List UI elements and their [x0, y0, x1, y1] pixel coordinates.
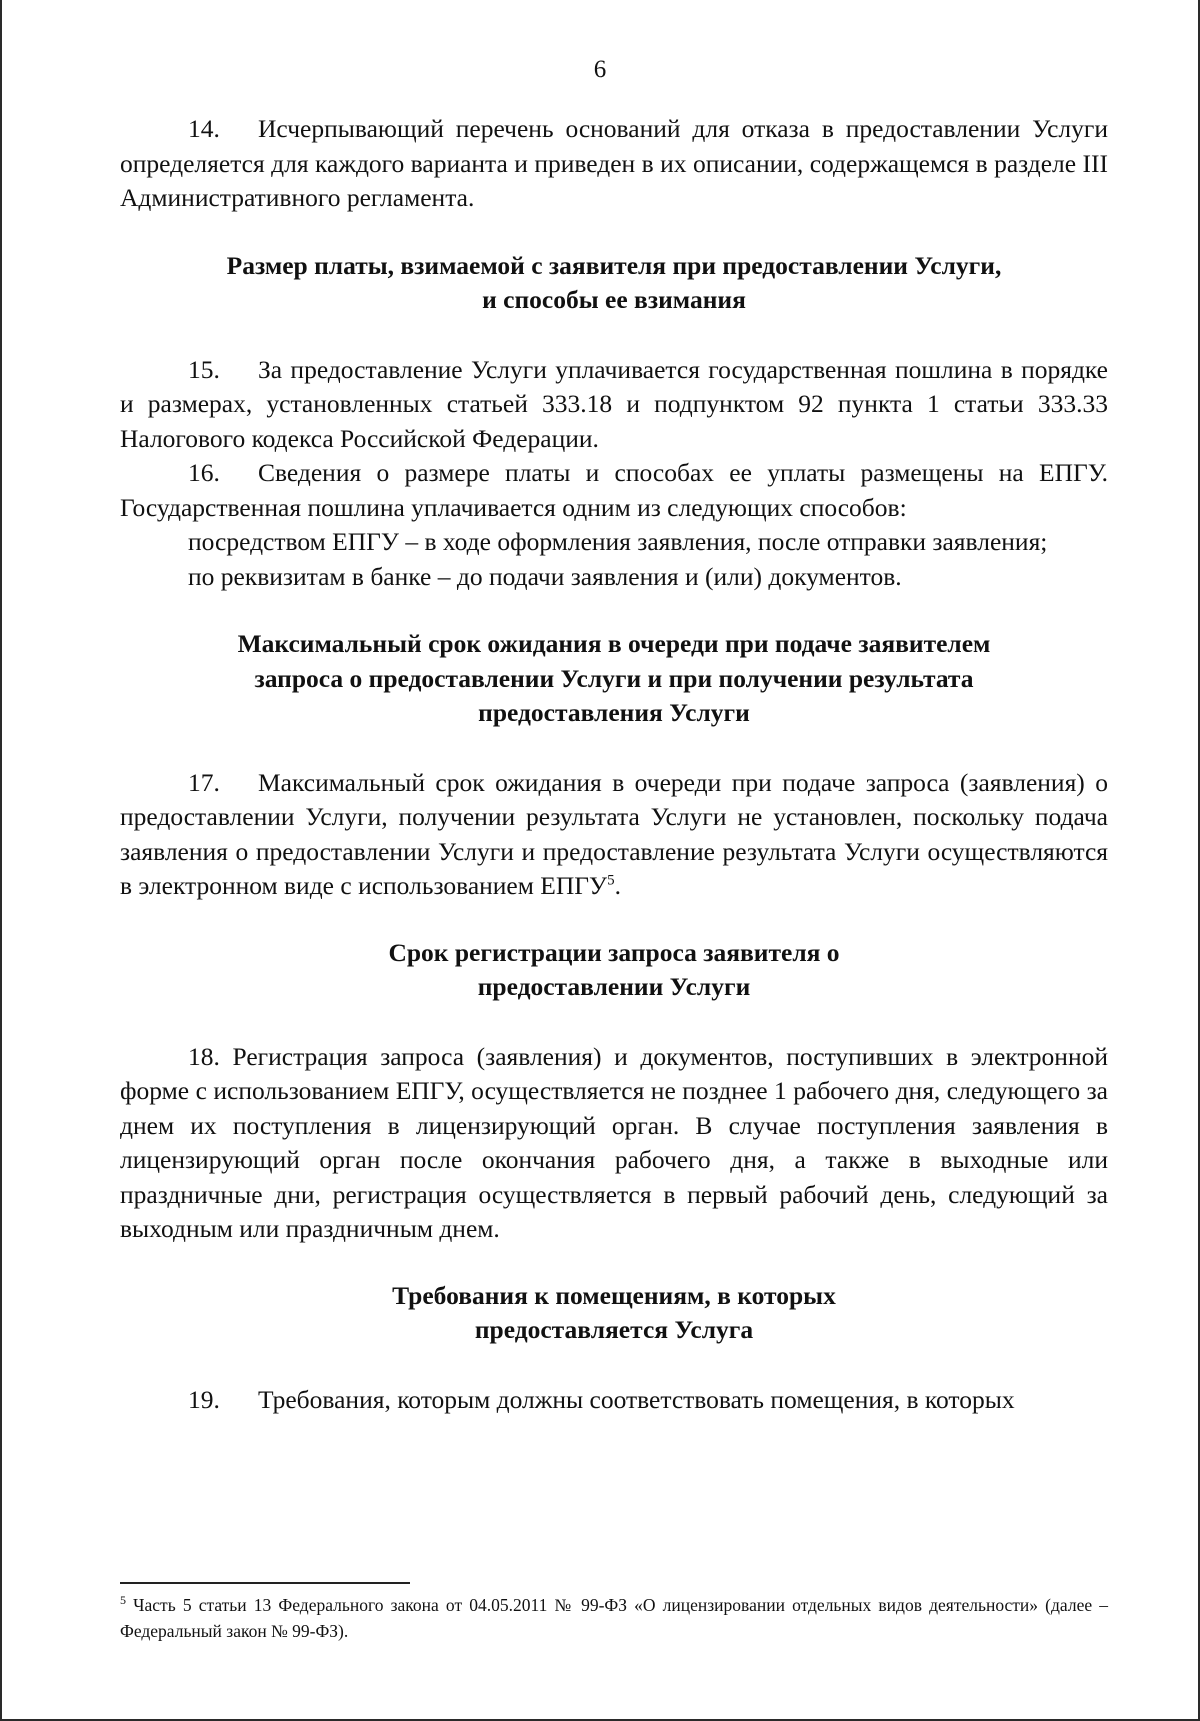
paragraph-16-number: 16. [188, 458, 220, 487]
paragraph-16-item-2: по реквизитам в банке – до подачи заявления и (или) документов. [188, 561, 902, 591]
paragraph-15-number: 15. [188, 354, 220, 384]
paragraph-14 [120, 112, 1108, 216]
paragraph-19-text: Требования, которым должны соответствовать помещения, в которых [258, 1384, 1015, 1414]
section-heading-fee-line-2: и способы ее взимания [482, 285, 746, 314]
paragraph-14-number: 14. [188, 114, 220, 143]
section-heading-registration [120, 936, 1108, 1005]
paragraph-14-text: Исчерпывающий перечень оснований для отказа в предоставлении Услуги определяется для каждого варианта и приведен в их описании, содержащемся в разделе III Административного регламента. [120, 114, 1108, 212]
footnote [120, 1592, 1108, 1644]
section-heading-queue [120, 627, 1108, 731]
section-heading-queue-line-2: запроса о предоставлении Услуги и при получении результата [254, 663, 974, 693]
footnote-divider [120, 1582, 410, 1584]
footnote-text: Часть 5 статьи 13 Федерального закона от 04.05.2011 № 99-ФЗ «О лицензировании отдельных видов деятельности» (далее – Федеральный закон № 99-ФЗ). [120, 1595, 1108, 1641]
paragraph-19 [120, 1383, 1108, 1418]
footnote-reference: 5 [607, 872, 615, 889]
section-heading-queue-line-3: предоставления Услуги [478, 698, 750, 727]
paragraph-19-number: 19. [188, 1384, 220, 1414]
paragraph-18: 18. Регистрация запроса (заявления) и документов, поступивших в электронной форме с использованием ЕПГУ, осуществляется не позднее 1 рабочего дня, следующего за днем их поступления в лицензирующий орган. В случае поступления заявления в лицензирующий орган после окончания рабочего дня, а также в выходные или праздничные дни, регистрация осуществляется в первый рабочий день, следующий за выходным или праздничным днем. [120, 1041, 1108, 1243]
section-heading-premises-line-2: предоставляется Услуга [474, 1315, 754, 1344]
paragraph-15-text: За предоставление Услуги уплачивается государственная пошлина в порядке и размерах, установленных статьей 333.18 и подпунктом 92 пункта 1 статьи 333.33 Налогового кодекса Российской Федерации. [120, 354, 1108, 453]
footnote-mark: 5 [120, 1593, 126, 1608]
section-heading-queue-line-1: Максимальный срок ожидания в очереди при подаче заявителем [237, 629, 991, 658]
page-number: 6 [593, 56, 607, 83]
section-heading-premises-line-1: Требования к помещениям, в которых [392, 1280, 836, 1310]
paragraph-16-text: Сведения о размере платы и способах ее уплаты размещены на ЕПГУ. Государственная пошлина уплачивается одним из следующих способов: [120, 458, 1108, 522]
paragraph-17 [120, 766, 1108, 904]
document-body [120, 112, 1108, 1417]
paragraph-17-text: Максимальный срок ожидания в очереди при подаче запроса (заявления) о предоставлении Услуги, получении результата Услуги не установлен, поскольку подача заявления о предоставлении Услуги и предоставление результата Услуги осуществляются в электронном виде с использованием ЕПГУ [120, 767, 1108, 900]
paragraph-15 [120, 353, 1108, 457]
paragraph-17-end: . [614, 871, 621, 900]
paragraph-16 [120, 456, 1108, 525]
section-heading-premises [120, 1279, 1108, 1348]
section-heading-fee [120, 249, 1108, 318]
section-heading-fee-line-1: Размер платы, взимаемой с заявителя при предоставлении Услуги, [226, 250, 1002, 280]
section-heading-registration-line-1: Срок регистрации запроса заявителя о [388, 937, 840, 967]
paragraph-17-number: 17. [188, 767, 220, 797]
section-heading-registration-line-2: предоставлении Услуги [477, 972, 751, 1001]
paragraph-16-item-1: посредством ЕПГУ – в ходе оформления заявления, после отправки заявления; [188, 527, 1048, 556]
